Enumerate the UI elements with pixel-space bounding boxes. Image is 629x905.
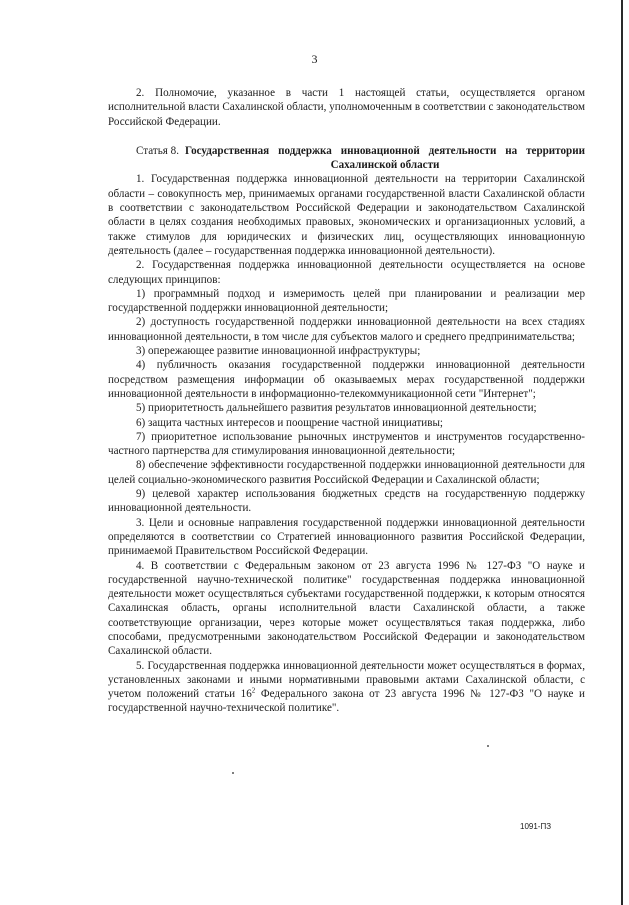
article-superscript: 2 — [251, 686, 256, 695]
principle-item: 2) доступность государственной поддержки инновационной деятельности на всех стадиях инновационной деятельности, в том числе для субъектов малого и среднего предпринимательства; — [108, 316, 585, 343]
paragraph-authority: 2. Полномочие, указанное в части 1 настоящей статьи, осуществляется органом исполнительной власти Сахалинской области, уполномоченным в соответствии с законодательством Российской Федерации. — [108, 87, 585, 128]
page-number: 3 — [311, 52, 318, 66]
article-part-2-intro: 2. Государственная поддержка инновационной деятельности осуществляется на основе следующих принципов: — [108, 259, 585, 286]
part-5-text-end: Федерального закона от 23 августа 1996 № 127-ФЗ "О науке и государственной научно-технической политике". — [108, 688, 585, 715]
article-part-3: 3. Цели и основные направления государственной поддержки инновационной деятельности определяются в соответствии со Стратегией инновационного развития Российской Федерации, принимаемой Правительством Российской Федерации. — [108, 516, 585, 558]
principle-item: 4) публичность оказания государственной поддержки инновационной деятельности посредством размещения информации об оказываемых мерах государственной поддержки инновационной деятельности в информационно-телекоммуникационной сети "Интернет"; — [108, 359, 585, 400]
principle-item: 8) обеспечение эффективности государственной поддержки инновационной деятельности для целей социально-экономического развития Российской Федерации и Сахалинской области; — [108, 459, 585, 486]
principle-item: 9) целевой характер использования бюджетных средств на государственную поддержку инновационной деятельности. — [108, 488, 585, 515]
scan-edge-line — [621, 0, 623, 905]
scan-speck — [487, 745, 489, 747]
article-part-5 — [108, 659, 585, 716]
article-title: Государственная поддержка инновационной деятельности на территории Сахалинской области — [184, 144, 585, 172]
principle-item: 6) защита частных интересов и поощрение частной инициативы; — [136, 416, 444, 429]
article-heading — [108, 144, 585, 173]
article-part-4: 4. В соответствии с Федеральным законом от 23 августа 1996 № 127-ФЗ "О науке и государственной научно-технической политике" государственная поддержка инновационной деятельности может осуществляться субъектами государственной поддержки, к которым относятся Сахалинская область, органы исполнительной власти Сахалинской области, а также соответствующие организации, через которые может осуществляться такая поддержка, либо способами, предусмотренными законодательством Российской Федерации и законодательством Сахалинской области. — [108, 559, 585, 658]
principle-item: 1) программный подход и измеримость целей при планировании и реализации мер государственной поддержки инновационной деятельности; — [108, 287, 585, 315]
article-number: Статья 8. — [136, 144, 179, 157]
article-part-1: 1. Государственная поддержка инновационной деятельности на территории Сахалинской области – совокупность мер, принимаемых органами государственной власти Сахалинской области в соответствии с законодательством Российской Федерации и законодательством Сахалинской области в целях создания необходимых правовых, экономических и организационных условий, а также стимулов для юридических и физических лиц, осуществляющих инновационную деятельность (далее – государственная поддержка инновационной деятельности). — [108, 173, 585, 257]
document-body — [108, 86, 585, 716]
principle-item: 5) приоритетность дальнейшего развития результатов инновационной деятельности; — [136, 402, 537, 415]
principle-item: 3) опережающее развитие инновационной инфраструктуры; — [136, 345, 421, 358]
part-5-text-start: 5. Государственная поддержка инновационной деятельности может осуществляться в формах, установленных законами и иными нормативными правовыми актами Сахалинской области, с учетом положений статьи 16 — [108, 659, 585, 701]
document-code: 1091-ПЗ — [520, 822, 552, 831]
scan-speck — [232, 772, 234, 774]
principle-item: 7) приоритетное использование рыночных инструментов и инструментов государственно-частного партнерства для стимулирования инновационной деятельности; — [108, 430, 585, 458]
